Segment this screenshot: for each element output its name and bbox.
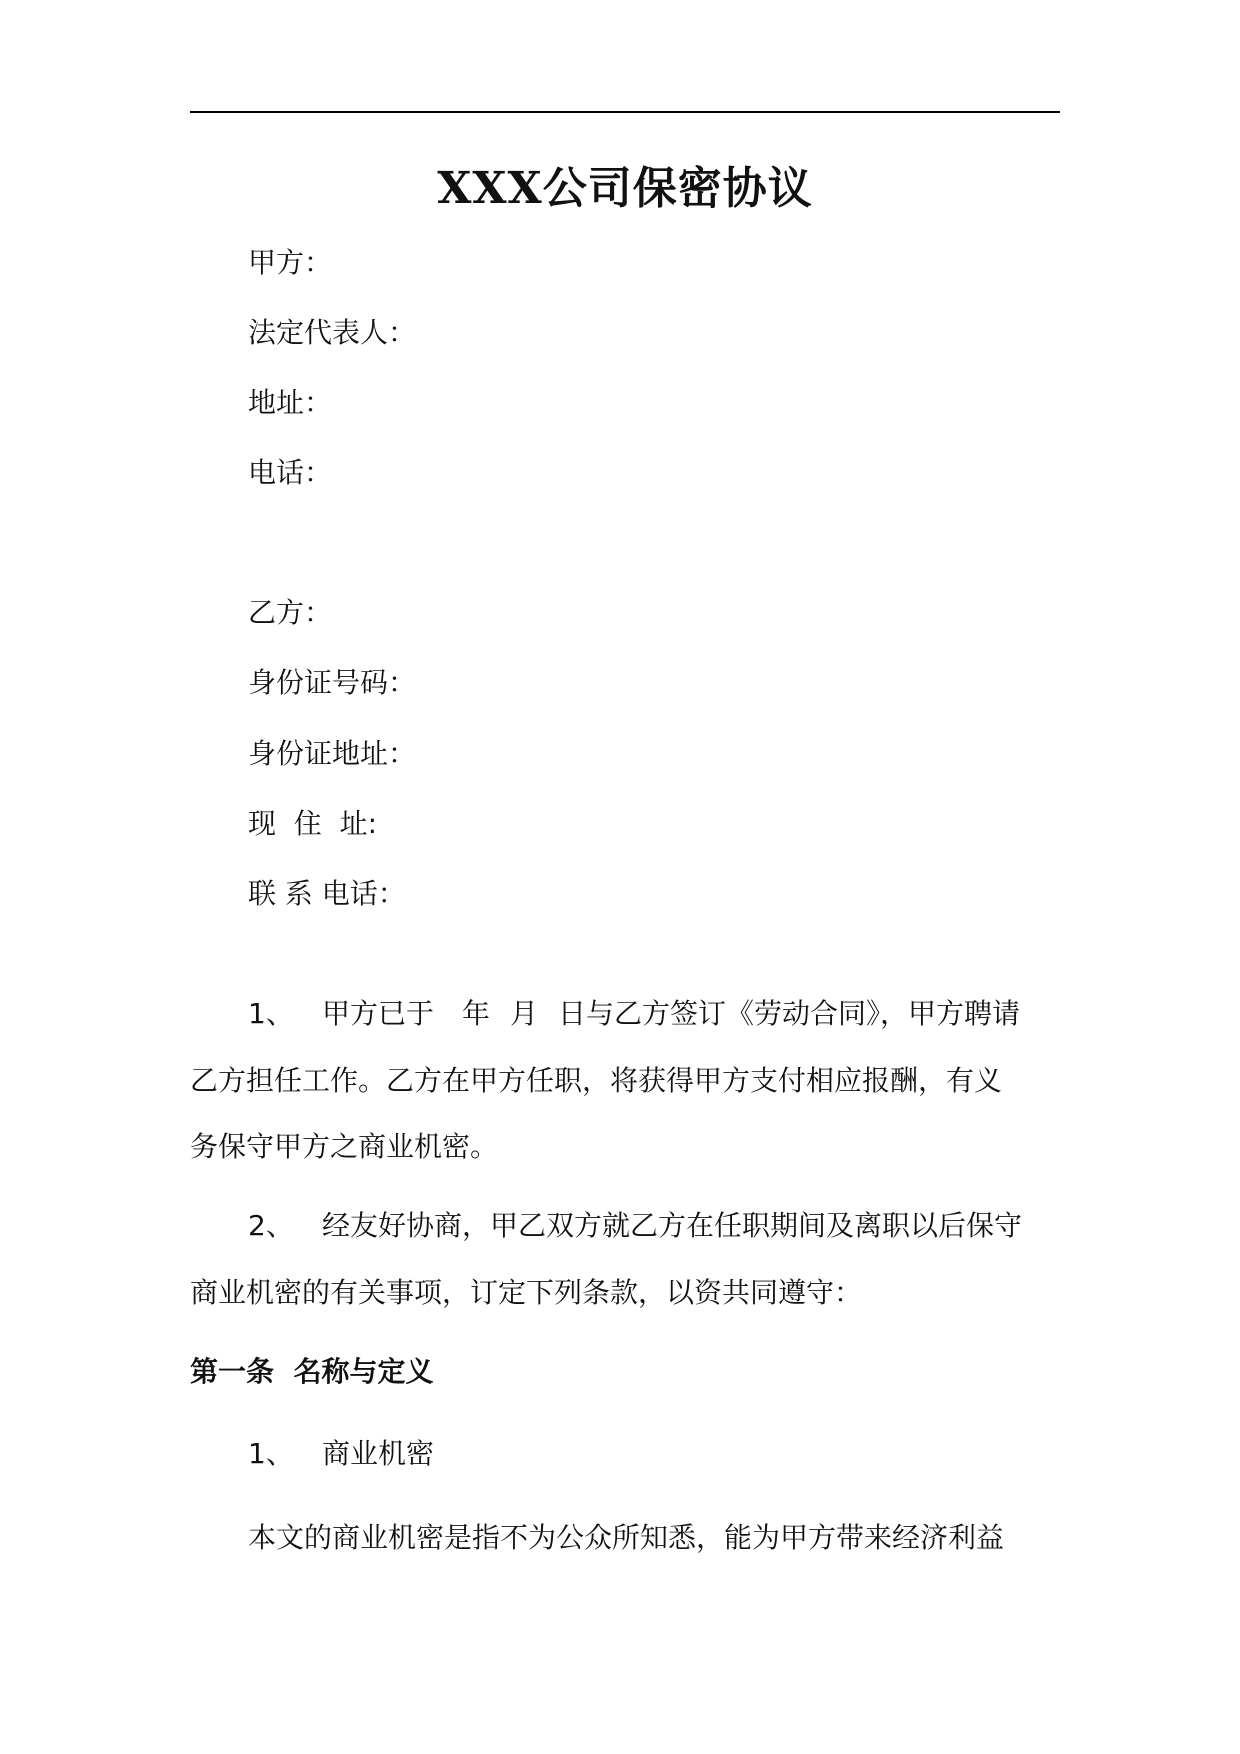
article-1-item-1-number: 1、 [248, 1437, 294, 1470]
party-a-phone-label: 电话： [248, 456, 333, 489]
id-number-label: 身份证号码： [248, 666, 417, 699]
clause-1-text-rest: 日与乙方签订《劳动合同》，甲方聘请 [558, 997, 1021, 1030]
legal-representative-label: 法定代表人： [248, 316, 417, 349]
clause-1-line-2: 乙方担任工作。乙方在甲方任职，将获得甲方支付相应报酬，有义 [190, 1064, 1003, 1097]
id-address-label: 身份证地址： [248, 737, 417, 770]
header-rule [190, 111, 1060, 113]
party-b-label: 乙方： [248, 596, 333, 629]
document-title: XXX公司保密协议 [437, 163, 813, 214]
clause-1-line-1 [248, 994, 1020, 1034]
clause-1-line-3: 务保守甲方之商业机密。 [190, 1130, 499, 1163]
clause-1-year: 年 [462, 997, 491, 1030]
contact-phone-label: 联 系 电话： [248, 877, 406, 910]
clause-1-month: 月 [510, 997, 539, 1030]
article-1-item-1-label: 商业机密 [322, 1437, 435, 1470]
clause-2-text: 经友好协商，甲乙双方就乙方在任职期间及离职以后保守 [322, 1209, 1023, 1242]
clause-2-number: 2、 [248, 1209, 294, 1242]
clause-1-text-a: 甲方已于 [322, 997, 435, 1030]
article-1-item-1 [248, 1434, 434, 1474]
party-a-label: 甲方： [248, 246, 333, 279]
clause-1-number: 1、 [248, 997, 294, 1030]
party-a-address-label: 地址： [248, 386, 333, 419]
clause-2-line-1 [248, 1206, 1022, 1246]
article-1-heading: 第一条 名称与定义 [190, 1355, 434, 1388]
current-address-label: 现 住 址: [248, 807, 378, 840]
clause-2-line-2: 商业机密的有关事项，订定下列条款，以资共同遵守： [190, 1276, 863, 1309]
article-1-body-line-1: 本文的商业机密是指不为公众所知悉，能为甲方带来经济利益 [248, 1521, 1005, 1554]
